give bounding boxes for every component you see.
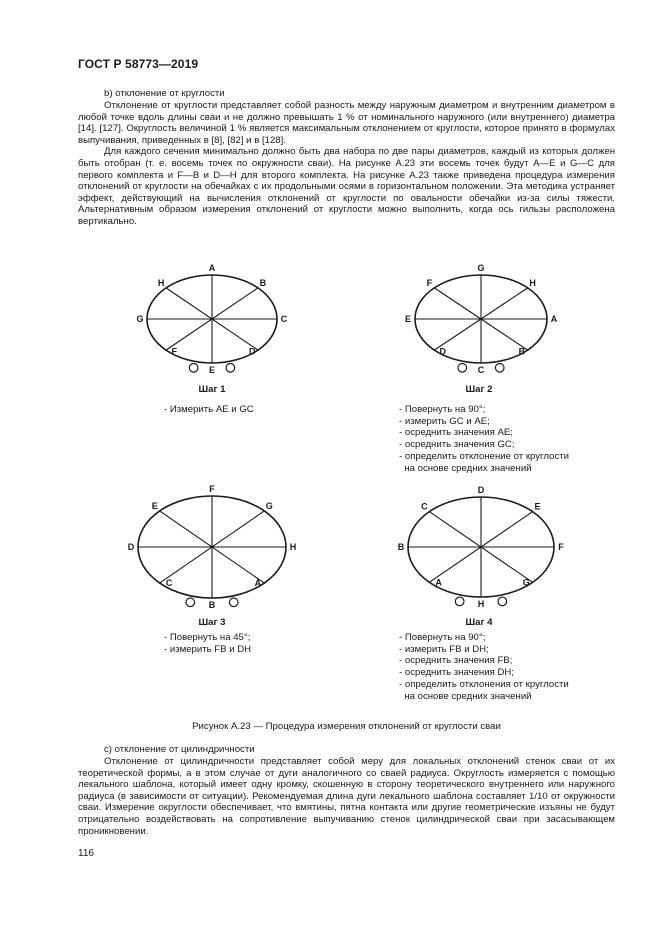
point-label-topLeft: E [151,500,158,511]
step-4-title: Шаг 4 [465,617,493,628]
page-number: 116 [78,848,94,859]
point-label-topRight: H [529,277,536,288]
point-label-bottom: H [477,599,485,609]
point-label-bottomRight: D [249,346,256,357]
step-2-diagram [405,263,558,375]
section-b-heading: b) отклонение от круглости [104,88,225,99]
point-label-topRight: E [534,501,541,512]
step-1-instructions [164,404,364,416]
point-label-top: F [209,484,215,494]
point-label-bottom: B [208,600,216,610]
step-item: - Повернуть на 90°; [399,632,486,643]
step-1-diagram [136,263,287,375]
point-label-right: H [289,542,297,552]
step-item: на основе средних значений [399,462,532,474]
point-label-right: C [280,314,288,324]
figure-caption: Рисунок А.23 — Процедура измерения отклонений от круглости сваи [192,721,501,732]
point-label-bottomRight: B [518,346,526,357]
point-label-right: A [550,314,558,324]
support-roller [226,363,235,372]
point-label-topLeft: F [426,277,433,288]
step-4-diagram [398,485,565,609]
point-label-top: D [477,485,485,495]
step-item: - Измерить АЕ и GC [164,404,254,415]
step-3-diagram [128,484,297,610]
step-item: - определить отклонение от круглости [399,450,569,462]
step-1-title: Шаг 1 [198,384,226,395]
step-item: - измерить FB и DH; [399,643,489,655]
point-label-topRight: G [265,500,273,511]
step-item: - осреднить значения АЕ; [399,427,513,439]
point-label-top: G [477,263,485,273]
section-c-body [78,756,615,837]
section-c-heading: с) отклонение от цилиндричности [104,744,255,755]
support-roller [186,598,195,607]
point-label-topLeft: C [421,501,428,512]
support-roller [229,598,238,607]
step-item: - осреднить значения FB; [399,655,513,667]
point-label-bottom: E [208,365,216,375]
step-item: - измерить FB и DH [164,643,252,655]
point-label-bottomRight: A [254,578,262,589]
point-label-bottom: C [477,365,485,375]
step-item: - осреднить значения GC; [399,439,515,451]
step-item: - определить отклонения от круглости [399,678,569,690]
point-label-bottomLeft: F [171,346,178,357]
point-label-bottomLeft: D [439,346,446,357]
point-label-topLeft: H [157,277,165,288]
step-2-instructions [399,404,599,474]
point-label-left: D [127,542,135,552]
point-label-bottomLeft: A [435,577,442,588]
step-4-instructions [399,632,599,702]
point-label-left: B [397,542,405,552]
point-label-left: E [404,314,412,324]
point-label-left: G [136,314,144,324]
support-roller [189,363,198,372]
step-item: на основе средних значений [399,690,532,702]
point-label-bottomRight: G [522,577,530,588]
paragraph: Для каждого сечения минимально должно быть два набора по две пары диаметров, каждый из которых должен быть отобран (т. е. восемь точек по окружности сваи). На рисунке А.23 эти восемь точек будут А—Е и G—С для первого комплекта и F—В и D—Н для второго комплекта. На рисунке А.23 также приведена процедура измерения отклонений от круглости на обечайках с их продольными осями в горизонтальном положении. Эта методика устраняет эффект, действующий на вычисления отклонений от круглости по овальности обечайки из-за силы тяжести. Альтернативным образом измерения отклонений от круглости можно выполнить, когда ось гильзы расположена вертикально. [78,146,615,227]
support-roller [498,597,507,606]
step-2-title: Шаг 2 [465,384,493,395]
paragraph: Отклонение от круглости представляет собой разность между наружным диаметром и внутренним диаметром в любой точке вдоль длины сваи и не должно превышать 1 % от номинального наружного (или внутреннего) диаметра [14]. [127]. Округлость величиной 1 % является максимальным отклонением от круглости, которое принято в формулах выпучивания, приведенных в [8], [82] и в [128]. [78,100,615,146]
point-label-right: F [558,542,564,552]
point-label-top: A [208,263,216,273]
step-item: - Повернуть на 45°; [164,632,251,643]
support-roller [458,363,467,372]
document-header: ГОСТ Р 58773—2019 [78,57,199,71]
step-item: - Повернуть на 90°; [399,404,486,415]
step-3-instructions [164,632,364,655]
point-label-bottomLeft: C [165,578,173,589]
support-roller [455,597,464,606]
paragraph: Отклонение от цилиндричности представляет собой меру для локальных отклонений стенок сваи от их теоретической формы, а в этом случае от дуги аналогичного со сваей радиуса. Округлость измеряется с помощью лекального шаблона, который имеет одну кромку, скошенную в сторону теоретического внутреннего или наружного радиуса (в зависимости от ситуации). Рекомендуемая длина дуги лекального шаблона составляет 1/10 от окружности сваи. Измерение округлости обеспечивает, что вмятины, пятна контакта или другие геометрические изъяны не будут отрицательно воздействовать на сопротивление выпучиванию стенок цилиндрической сваи при засасывающем проникновении. [78,756,615,837]
support-roller [495,363,504,372]
step-item: - измерить GC и АЕ; [399,415,490,427]
step-item: - осреднить значения DH; [399,667,514,679]
point-label-topRight: B [259,277,267,288]
step-3-title: Шаг 3 [198,617,226,628]
